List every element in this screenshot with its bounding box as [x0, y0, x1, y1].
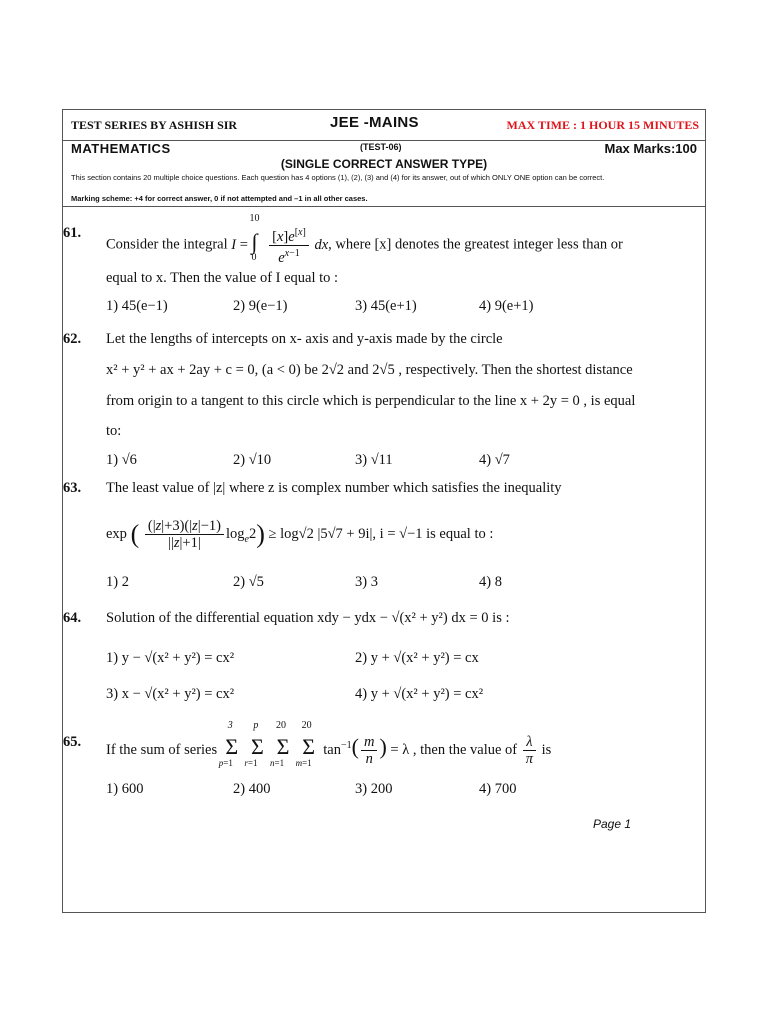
header-divider — [63, 206, 705, 207]
option-65-3[interactable]: 3) 200 — [355, 781, 393, 797]
question-number: 65. — [63, 734, 82, 750]
series-expression: 3 Σ p=1 p Σ r=1 20 Σ n=1 20 Σ m=1 $\tan^{-1}$( $\frac{m}{n}$ ) — [218, 720, 387, 768]
question-63-line2 — [106, 518, 493, 551]
question-text: Let the lengths of intercepts on x- axis and y-axis made by the circle — [106, 331, 503, 347]
option-64-4[interactable]: 4) y + √(x² + y²) = cx² — [355, 686, 484, 702]
question-61-line2 — [106, 270, 338, 287]
question-62-line4: to: — [106, 423, 122, 439]
question-64 — [63, 610, 510, 627]
question-text: If the sum of series — [106, 742, 218, 758]
option-61-3[interactable]: 3) 45(e+1) — [355, 298, 417, 314]
question-text: , where [x] denotes the greatest integer less than or — [328, 236, 623, 253]
option-63-1[interactable]: 1) 2 — [106, 574, 129, 590]
question-62-line3: from origin to a tangent to this circle which is perpendicular to the line x + 2y = 0 , is equal — [106, 393, 636, 409]
option-62-2[interactable]: 2) √10 — [233, 452, 272, 468]
question-text: = λ , then the value of — [390, 742, 518, 758]
option-63-4[interactable]: 4) 8 — [479, 574, 502, 590]
exp-expression: exp ( $\frac{(|z|+3)(|z|-1)}{||z|+1|}$ $\log_e2$) — [106, 518, 265, 551]
option-64-2[interactable]: 2) y + √(x² + y²) = cx — [355, 650, 479, 666]
subject-title: MATHEMATICS — [71, 141, 171, 156]
question-text: Solution of the differential equation xdy − ydx − √(x² + y²) dx = 0 is : — [106, 610, 510, 626]
option-62-4[interactable]: 4) √7 — [479, 452, 510, 468]
exam-page-frame — [62, 109, 706, 913]
max-time: MAX TIME : 1 HOUR 15 MINUTES — [506, 118, 699, 132]
question-63 — [63, 480, 562, 497]
option-62-3[interactable]: 3) √11 — [355, 452, 393, 468]
question-text: equal to x. Then the value of I equal to : — [106, 270, 339, 286]
question-text: Consider the integral — [106, 236, 228, 253]
option-64-3[interactable]: 3) x − √(x² + y²) = cx² — [106, 686, 235, 702]
question-text: is — [541, 742, 552, 758]
option-61-4[interactable]: 4) 9(e+1) — [479, 298, 534, 314]
option-63-2[interactable]: 2) √5 — [233, 574, 264, 590]
exam-title: JEE -MAINS — [330, 114, 419, 131]
integral-expression: I = 10 ∫ 0 $\frac{[x]e^{[x]}}{e^{x-1}}$ dx — [231, 212, 329, 266]
question-text: The least value of |z| where z is complex number which satisfies the inequality — [106, 480, 562, 496]
question-number: 62. — [63, 331, 82, 347]
option-65-2[interactable]: 2) 400 — [233, 781, 271, 797]
option-61-2[interactable]: 2) 9(e−1) — [233, 298, 288, 314]
option-62-1[interactable]: 1) √6 — [106, 452, 137, 468]
question-number: 61. — [63, 225, 82, 241]
answer-type: (SINGLE CORRECT ANSWER TYPE) — [280, 157, 488, 171]
max-marks: Max Marks:100 — [604, 141, 697, 156]
series-title: TEST SERIES BY ASHISH SIR — [71, 118, 238, 132]
header-top-row — [63, 110, 705, 141]
question-62 — [63, 331, 503, 348]
question-61 — [63, 212, 623, 266]
option-63-3[interactable]: 3) 3 — [355, 574, 378, 590]
instructions: This section contains 20 multiple choice questions. Each question has 4 options (1), (2), (3) and (4) for its answer, out of which ONLY ONE option can be correct. — [71, 173, 605, 182]
page-number: Page 1 — [593, 817, 632, 831]
test-number: (TEST-06) — [360, 142, 402, 152]
question-number: 64. — [63, 610, 82, 626]
lambda-over-pi: $\frac{\lambda}{\pi}$ — [523, 734, 536, 767]
question-number: 63. — [63, 480, 82, 496]
question-65 — [63, 720, 552, 768]
option-61-1[interactable]: 1) 45(e−1) — [106, 298, 168, 314]
option-65-4[interactable]: 4) 700 — [479, 781, 517, 797]
option-65-1[interactable]: 1) 600 — [106, 781, 144, 797]
question-text: ≥ log√2 |5√7 + 9i|, i = √−1 is equal to : — [268, 525, 494, 542]
question-62-line2: x² + y² + ax + 2ay + c = 0, (a < 0) be 2√2 and 2√5 , respectively. Then the shortest distance — [106, 362, 633, 378]
option-64-1[interactable]: 1) y − √(x² + y²) = cx² — [106, 650, 235, 666]
marking-scheme: Marking scheme: +4 for correct answer, 0 if not attempted and –1 in all other cases. — [71, 194, 368, 203]
